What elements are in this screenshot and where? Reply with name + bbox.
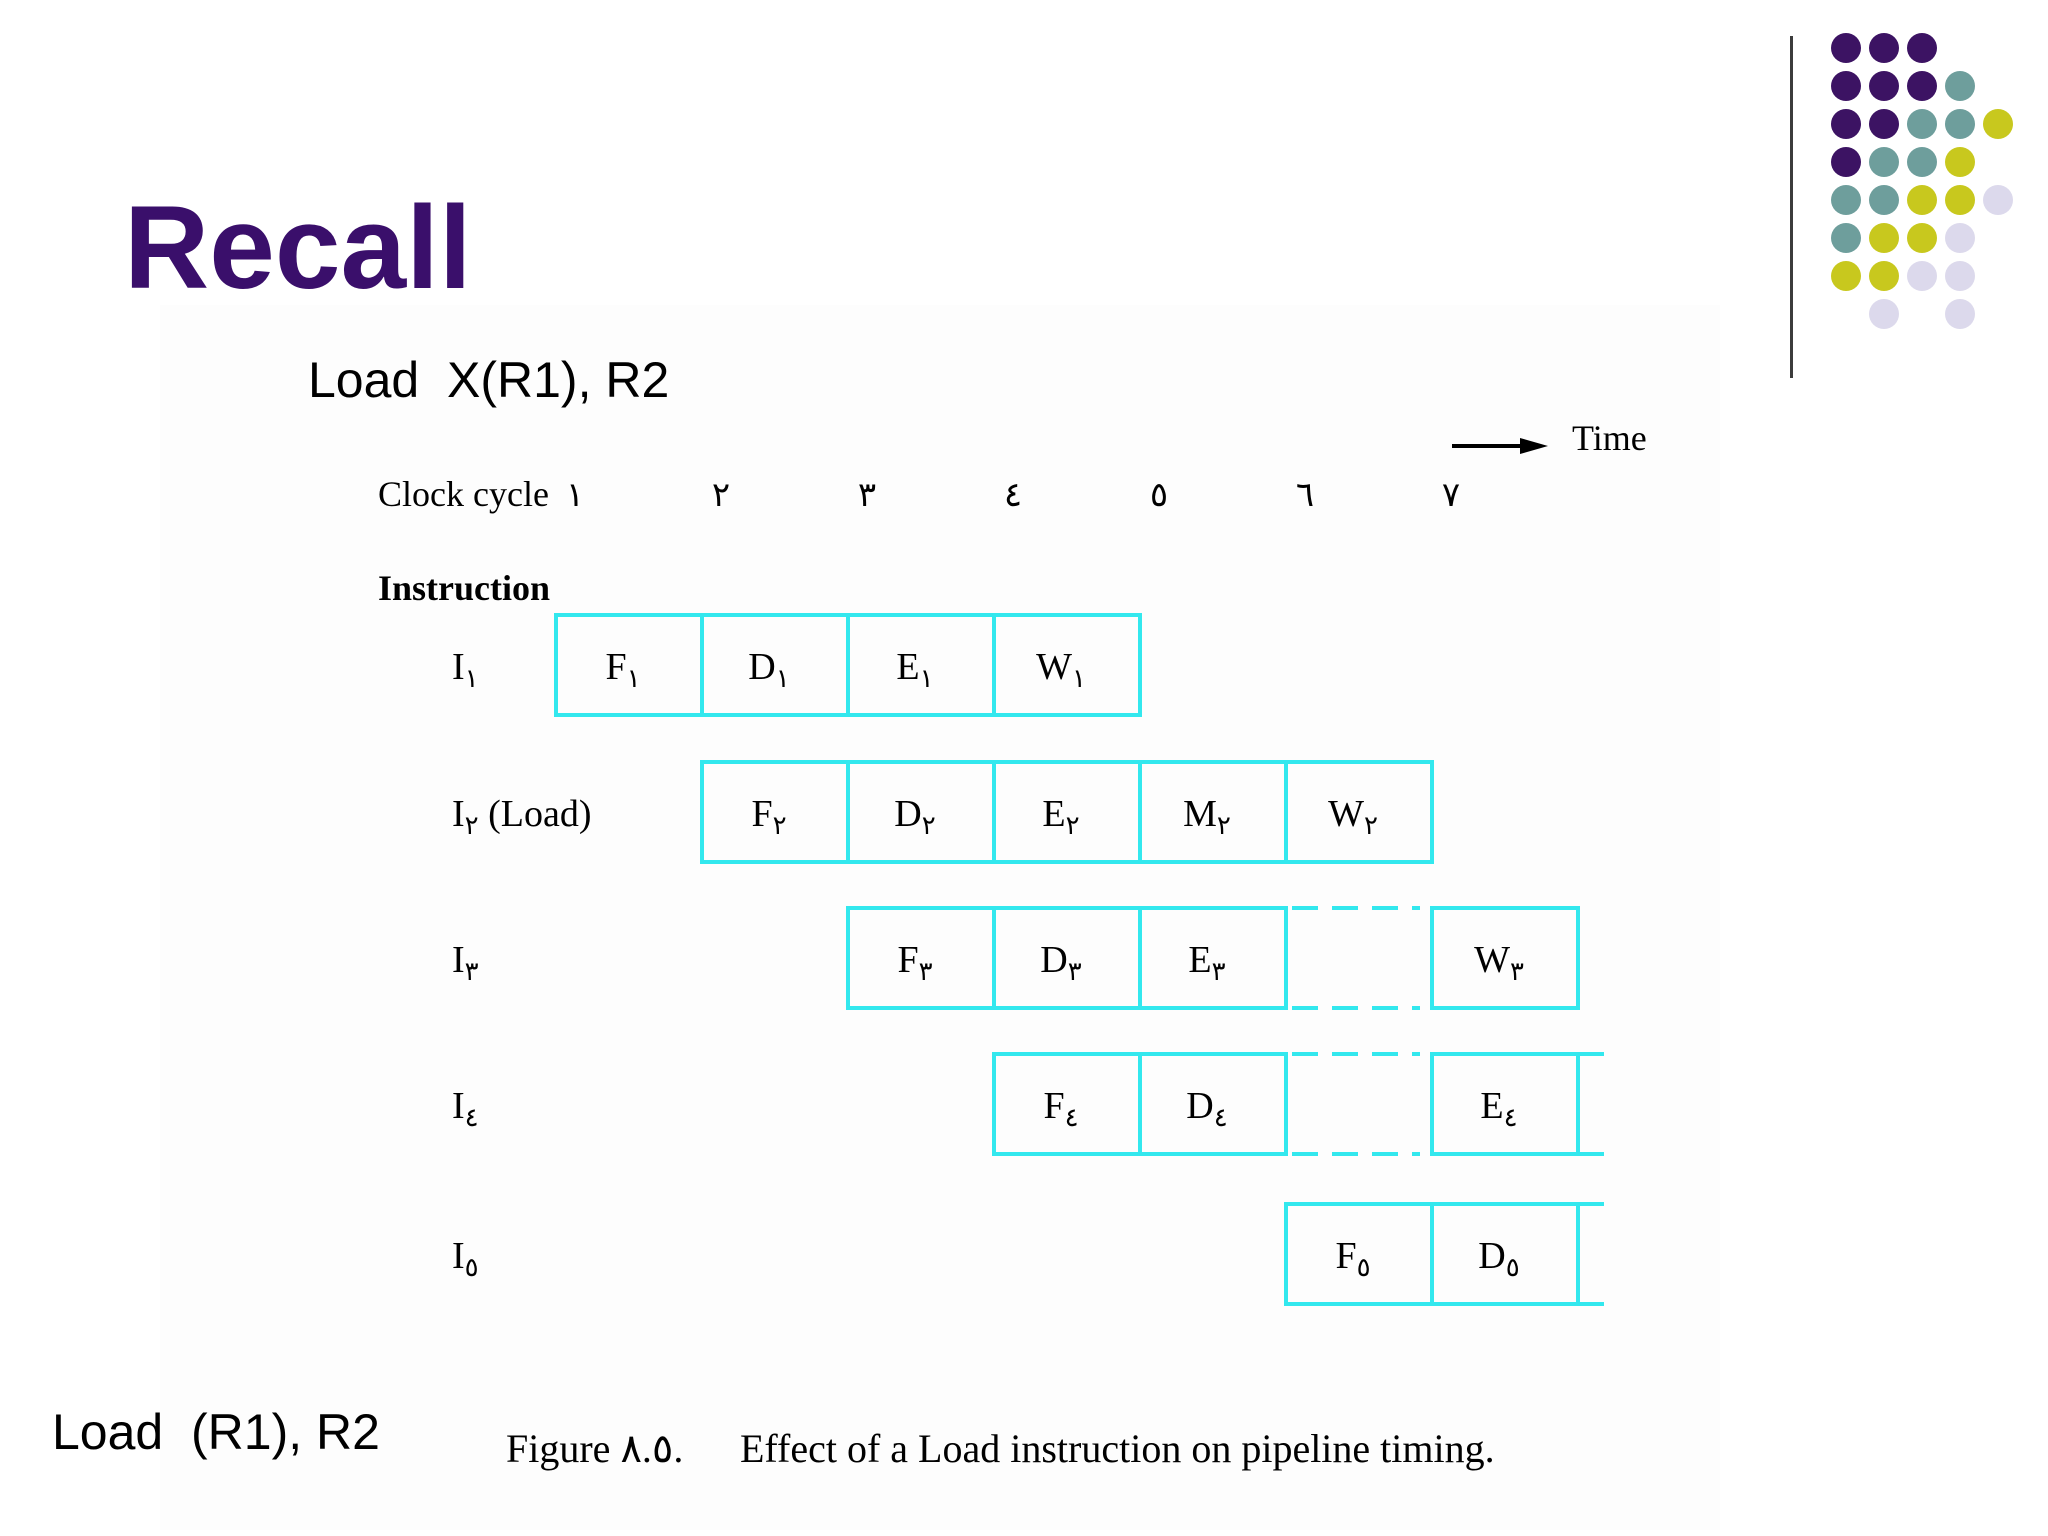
stage-label bbox=[896, 646, 933, 694]
stage-index: ٣ bbox=[1211, 957, 1226, 987]
stage-index: ٤ bbox=[1503, 1103, 1518, 1133]
stage-index: ٢ bbox=[1216, 811, 1231, 841]
stage-letter: D bbox=[1040, 939, 1068, 981]
instruction-row bbox=[452, 762, 1432, 862]
stage-label bbox=[1043, 1085, 1078, 1133]
stage-letter: W bbox=[1474, 939, 1510, 981]
instruction-index: ٥ bbox=[464, 1253, 479, 1283]
stage-letter: W bbox=[1036, 646, 1072, 688]
stage-index: ٤ bbox=[1064, 1103, 1079, 1133]
stage-label bbox=[1478, 1235, 1519, 1283]
cycle-number: ١ bbox=[565, 475, 585, 515]
cycle-number: ٦ bbox=[1295, 475, 1315, 515]
instruction-letter: I bbox=[452, 1085, 465, 1127]
instruction-label bbox=[452, 1235, 479, 1283]
instruction-row bbox=[452, 908, 1578, 1008]
cycle-number: ٢ bbox=[711, 475, 731, 515]
stage-label bbox=[1335, 1235, 1370, 1283]
instruction-index: ٤ bbox=[464, 1103, 479, 1133]
stage-label bbox=[1328, 793, 1378, 841]
stage-letter: D bbox=[1186, 1085, 1214, 1127]
load-instruction-top: Load X(R1), R2 bbox=[308, 352, 670, 408]
instruction-letter: I bbox=[452, 646, 465, 688]
stage-letter: D bbox=[748, 646, 776, 688]
stage-letter: E bbox=[1042, 793, 1066, 835]
stage-index: ٣ bbox=[918, 957, 933, 987]
stage-label bbox=[894, 793, 935, 841]
cycle-number: ٤ bbox=[1003, 475, 1023, 515]
slide-title: Recall bbox=[124, 182, 472, 314]
cycle-number: ٥ bbox=[1149, 475, 1169, 515]
stage-letter: F bbox=[1335, 1235, 1357, 1277]
stage-letter: D bbox=[1478, 1235, 1506, 1277]
stage-index: ٣ bbox=[1509, 957, 1524, 987]
stage-label bbox=[1186, 1085, 1227, 1133]
stage-label bbox=[897, 939, 932, 987]
instruction-row bbox=[452, 615, 1140, 715]
instruction-suffix: (Load) bbox=[478, 793, 592, 835]
instruction-letter: I bbox=[452, 1235, 465, 1277]
figure-caption-number: Figure ٨.٥. bbox=[506, 1426, 684, 1471]
stage-index: ٥ bbox=[1505, 1253, 1520, 1283]
instruction-index: ١ bbox=[464, 664, 479, 694]
instruction-label bbox=[452, 939, 479, 987]
instruction-letter: I bbox=[452, 939, 465, 981]
instruction-row bbox=[452, 1054, 1604, 1154]
stage-label bbox=[1040, 939, 1081, 987]
instruction-label bbox=[452, 1085, 479, 1133]
stage-index: ١ bbox=[1071, 664, 1086, 694]
instruction-label bbox=[452, 646, 479, 694]
instruction-index: ٣ bbox=[464, 957, 479, 987]
stage-letter: W bbox=[1328, 793, 1364, 835]
figure-caption-text: Effect of a Load instruction on pipeline timing. bbox=[740, 1426, 1495, 1471]
stage-label bbox=[1480, 1085, 1517, 1133]
instruction-rows bbox=[452, 615, 1604, 1304]
stage-index: ٣ bbox=[1067, 957, 1082, 987]
stage-label bbox=[605, 646, 640, 694]
stage-index: ٢ bbox=[1065, 811, 1080, 841]
stage-label bbox=[1183, 793, 1231, 841]
instruction-label bbox=[452, 793, 592, 841]
stage-index: ١ bbox=[919, 664, 934, 694]
load-instruction-bottom: Load (R1), R2 bbox=[52, 1404, 380, 1460]
stage-index: ٥ bbox=[1356, 1253, 1371, 1283]
stage-letter: F bbox=[605, 646, 627, 688]
stage-letter: D bbox=[894, 793, 922, 835]
stage-letter: E bbox=[896, 646, 920, 688]
cycle-number: ٣ bbox=[857, 475, 877, 515]
stage-label bbox=[1036, 646, 1086, 694]
stage-letter: F bbox=[1043, 1085, 1065, 1127]
stage-letter: F bbox=[751, 793, 773, 835]
stage-label bbox=[1188, 939, 1225, 987]
stage-index: ٢ bbox=[1363, 811, 1378, 841]
stage-letter: E bbox=[1188, 939, 1212, 981]
stage-label bbox=[1042, 793, 1079, 841]
stage-label bbox=[1474, 939, 1524, 987]
stage-letter: E bbox=[1480, 1085, 1504, 1127]
stage-index: ١ bbox=[775, 664, 790, 694]
stage-index: ٢ bbox=[921, 811, 936, 841]
stage-label bbox=[751, 793, 786, 841]
stage-letter: F bbox=[897, 939, 919, 981]
time-label: Time bbox=[1572, 418, 1647, 458]
instruction-header: Instruction bbox=[378, 568, 551, 608]
cycle-number: ٧ bbox=[1441, 475, 1461, 515]
stage-index: ٢ bbox=[772, 811, 787, 841]
instruction-row bbox=[452, 1204, 1604, 1304]
clock-cycle-label: Clock cycle bbox=[378, 474, 549, 514]
stage-index: ١ bbox=[626, 664, 641, 694]
cycle-number-labels bbox=[566, 475, 1460, 515]
stage-letter: M bbox=[1183, 793, 1217, 835]
time-arrow-icon bbox=[1452, 438, 1548, 454]
stage-label bbox=[748, 646, 789, 694]
instruction-index: ٢ bbox=[464, 811, 479, 841]
instruction-letter: I bbox=[452, 793, 465, 835]
stage-index: ٤ bbox=[1213, 1103, 1228, 1133]
